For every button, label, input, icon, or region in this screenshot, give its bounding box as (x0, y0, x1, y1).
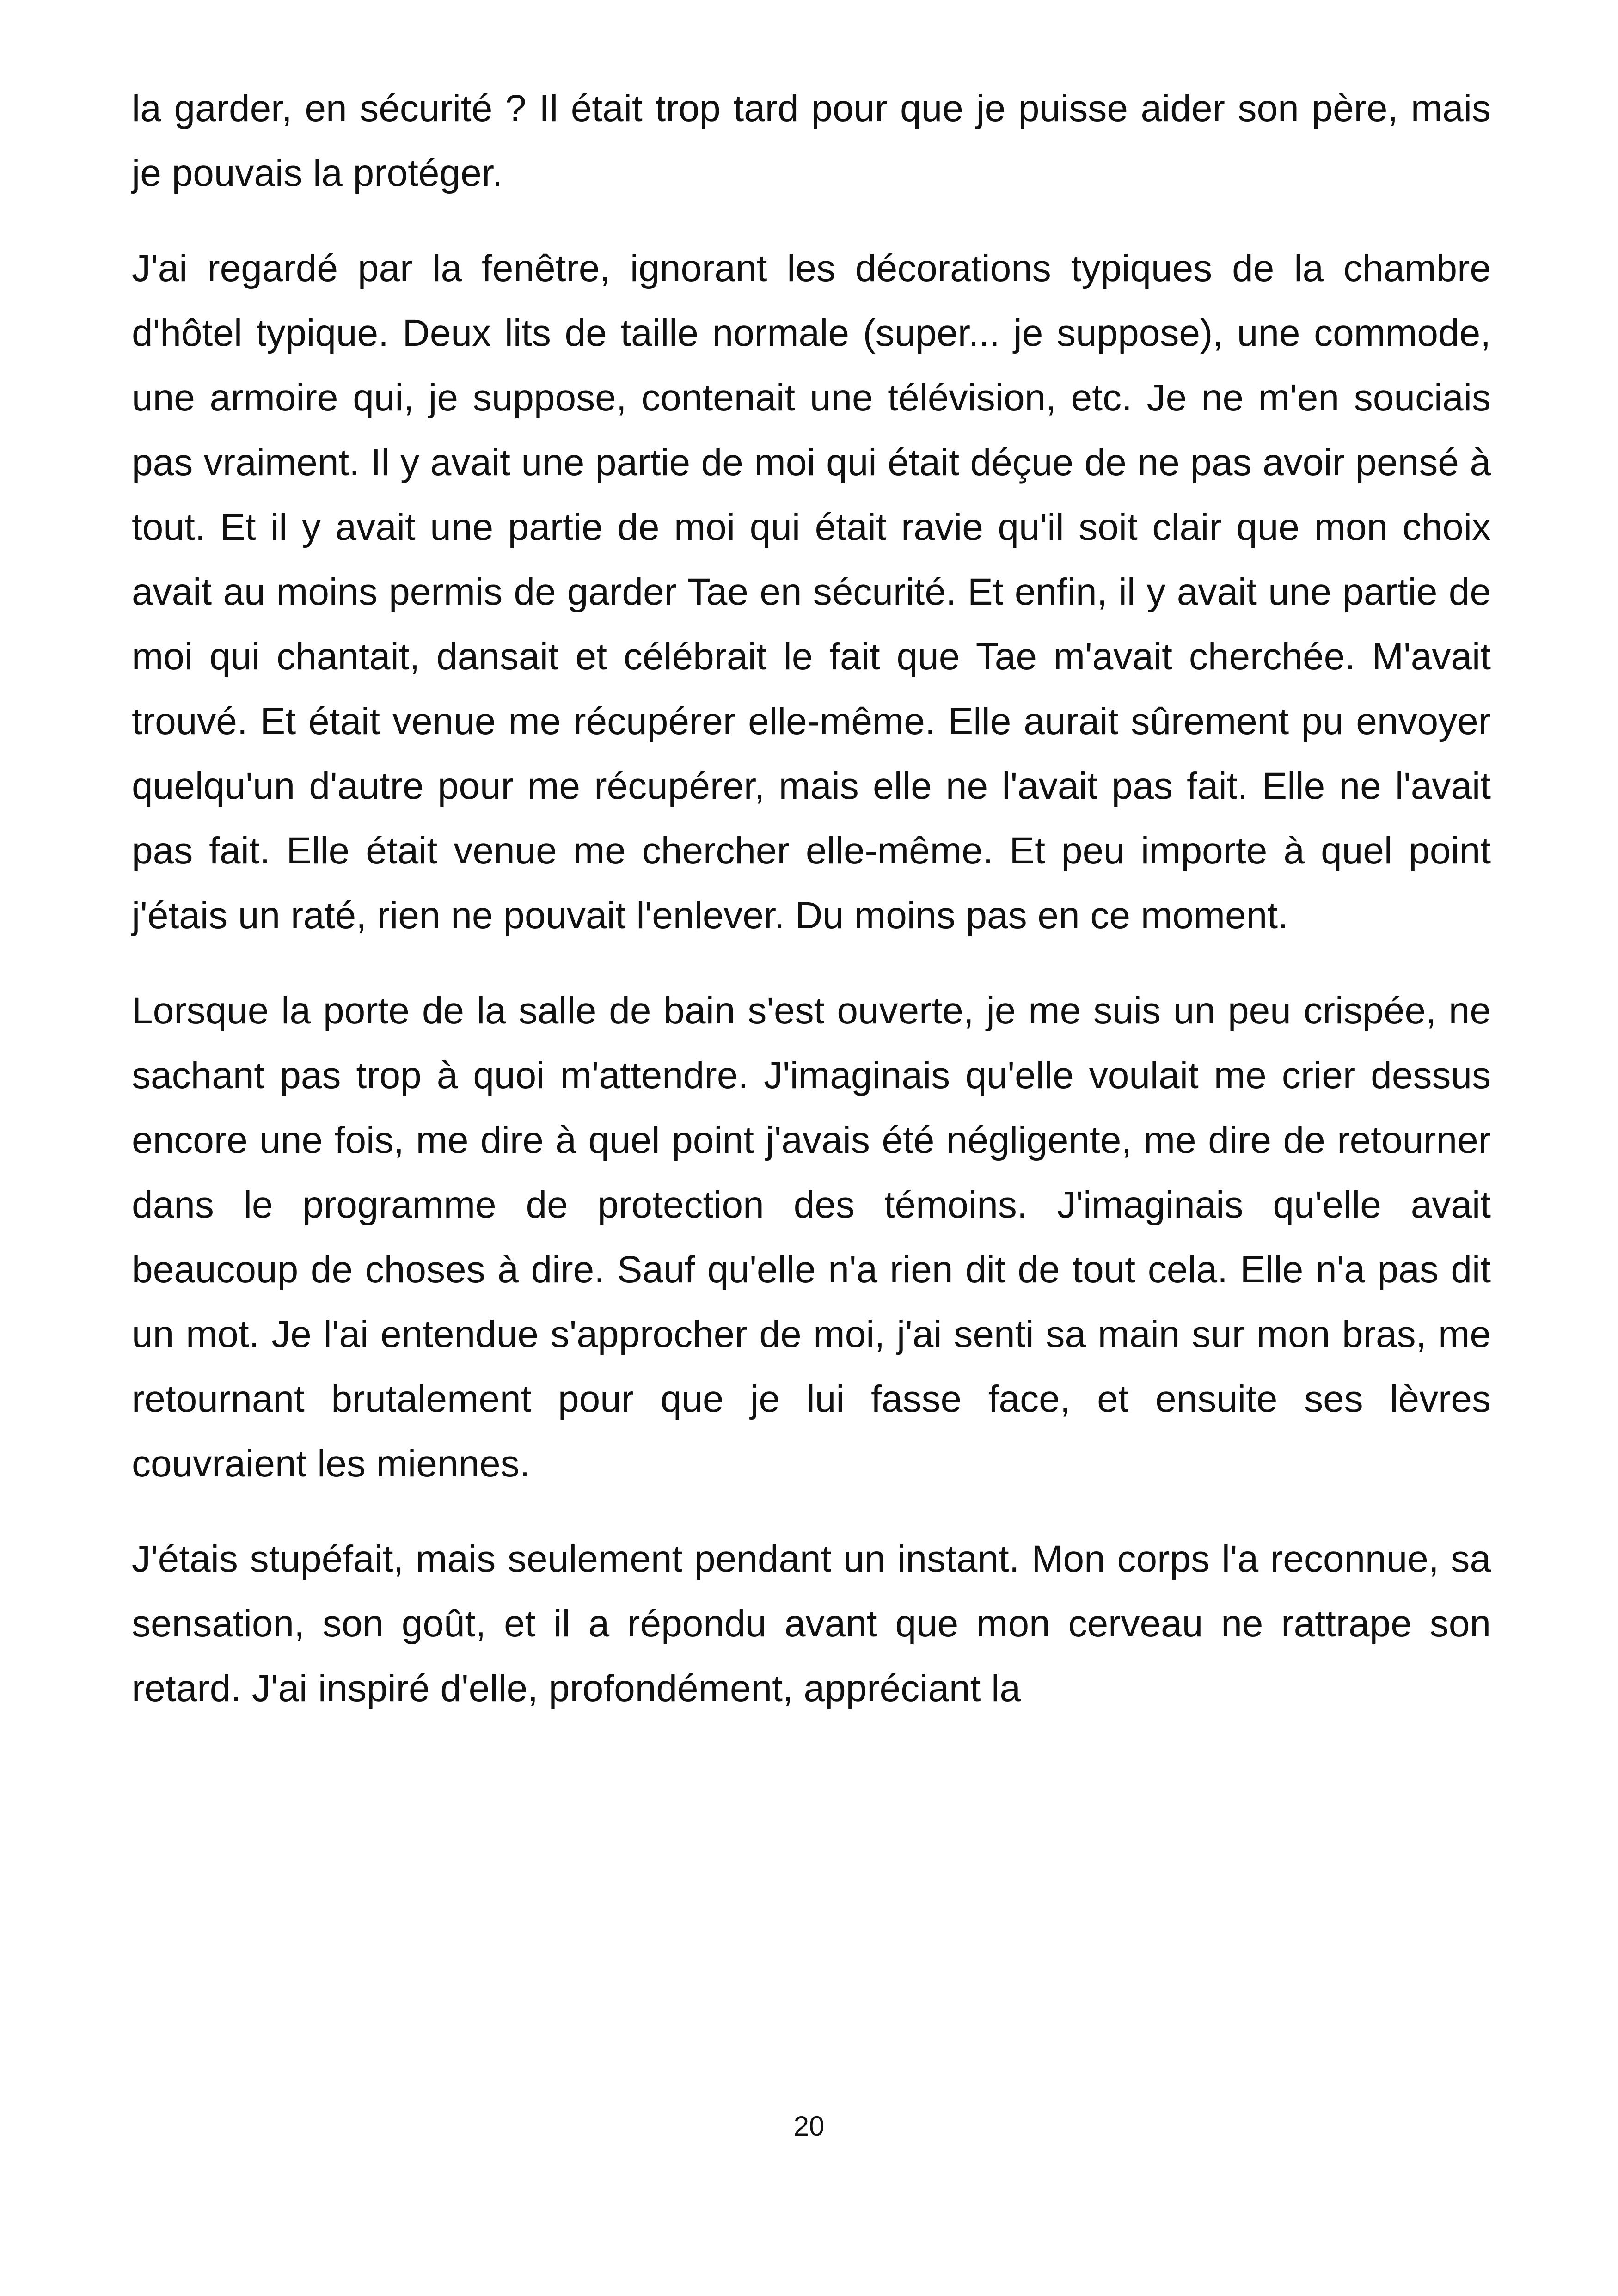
paragraph-4: J'étais stupéfait, mais seulement pendant un instant. Mon corps l'a reconnue, sa sensation, son goût, et il a répondu avant que mon cerveau ne rattrape son retard. J'ai inspiré d'elle, profondément, appréciant la (132, 1538, 1491, 1709)
body-text (132, 76, 1491, 1751)
paragraph-2: J'ai regardé par la fenêtre, ignorant les décorations typiques de la chambre d'hôtel typique. Deux lits de taille normale (super... je suppose), une commode, une armoire qui, je suppose, contenait une télévision, etc. Je ne m'en souciais pas vraiment. Il y avait une partie de moi qui était déçue de ne pas avoir pensé à tout. Et il y avait une partie de moi qui était ravie qu'il soit clair que mon choix avait au moins permis de garder Tae en sécurité. Et enfin, il y avait une partie de moi qui chantait, dansait et célébrait le fait que Tae m'avait cherchée. M'avait trouvé. Et était venue me récupérer elle-même. Elle aurait sûrement pu envoyer quelqu'un d'autre pour me récupérer, mais elle ne l'avait pas fait. Elle ne l'avait pas fait. Elle était venue me chercher elle-même. Et peu importe à quel point j'étais un raté, rien ne pouvait l'enlever. Du moins pas en ce moment. (132, 247, 1491, 937)
paragraph-3: Lorsque la porte de la salle de bain s'est ouverte, je me suis un peu crispée, ne sachant pas trop à quoi m'attendre. J'imaginais qu'elle voulait me crier dessus encore une fois, me dire à quel point j'avais été négligente, me dire de retourner dans le programme de protection des témoins. J'imaginais qu'elle avait beaucoup de choses à dire. Sauf qu'elle n'a rien dit de tout cela. Elle n'a pas dit un mot. Je l'ai entendue s'approcher de moi, j'ai senti sa main sur mon bras, me retournant brutalement pour que je lui fasse face, et ensuite ses lèvres couvraient les miennes. (132, 990, 1491, 1485)
page-number: 20 (793, 2111, 825, 2142)
paragraph-1: la garder, en sécurité ? Il était trop tard pour que je puisse aider son père, mais je pouvais la protéger. (132, 87, 1491, 194)
